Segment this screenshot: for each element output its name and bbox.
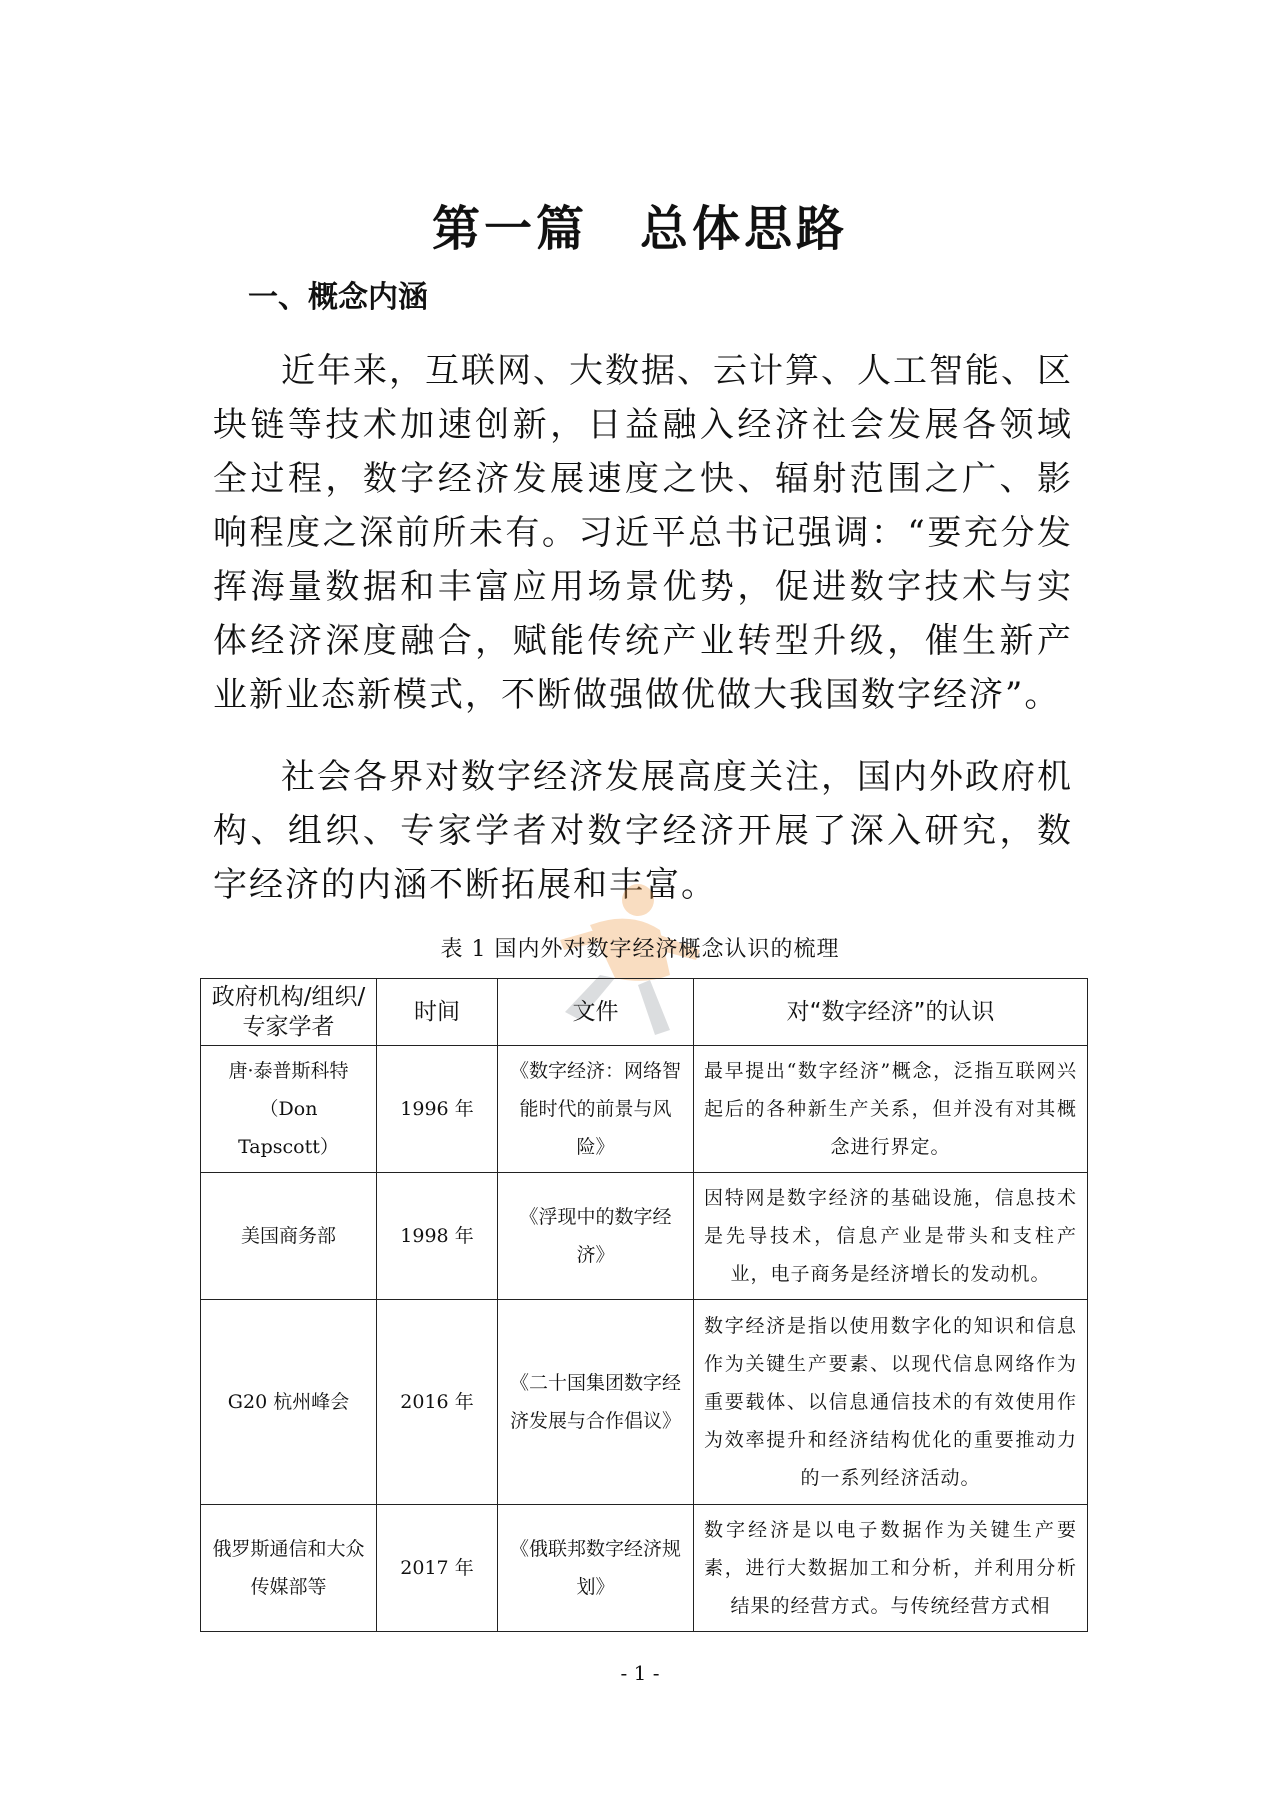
header-doc: 文件 (498, 979, 694, 1046)
cell-org: 俄罗斯通信和大众传媒部等 (201, 1505, 377, 1632)
table-header-row (201, 979, 1088, 1046)
cell-time: 2016 年 (377, 1300, 498, 1505)
cell-time: 1996 年 (377, 1046, 498, 1173)
cell-time: 2017 年 (377, 1505, 498, 1632)
table-row (201, 1173, 1088, 1300)
cell-org: 唐·泰普斯科特（Don Tapscott） (201, 1046, 377, 1173)
cell-org: G20 杭州峰会 (201, 1300, 377, 1505)
table-row (201, 1046, 1088, 1173)
cell-time: 1998 年 (377, 1173, 498, 1300)
cell-doc: 《数字经济：网络智能时代的前景与风险》 (498, 1046, 694, 1173)
header-time: 时间 (377, 979, 498, 1046)
table-row (201, 1505, 1088, 1632)
cell-doc: 《浮现中的数字经济》 (498, 1173, 694, 1300)
cell-view: 因特网是数字经济的基础设施，信息技术是先导技术，信息产业是带头和支柱产业，电子商务是经济增长的发动机。 (694, 1173, 1088, 1300)
body-paragraph-1: 近年来，互联网、大数据、云计算、人工智能、区块链等技术加速创新，日益融入经济社会发展各领域全过程，数字经济发展速度之快、辐射范围之广、影响程度之深前所未有。习近平总书记强调：“要充分发挥海量数据和丰富应用场景优势，促进数字技术与实体经济深度融合，赋能传统产业转型升级，催生新产业新业态新模式，不断做强做优做大我国数字经济”。 (213, 351, 1073, 715)
cell-view: 数字经济是指以使用数字化的知识和信息作为关键生产要素、以现代信息网络作为重要载体、以信息通信技术的有效使用作为效率提升和经济结构优化的重要推动力的一系列经济活动。 (694, 1300, 1088, 1505)
header-org: 政府机构/组织/专家学者 (201, 979, 377, 1046)
body-paragraph-2: 社会各界对数字经济发展高度关注，国内外政府机构、组织、专家学者对数字经济开展了深入研究，数字经济的内涵不断拓展和丰富。 (213, 757, 1073, 905)
cell-doc: 《俄联邦数字经济规划》 (498, 1505, 694, 1632)
page-title: 第一篇 总体思路 (431, 201, 848, 257)
section-heading: 一、概念内涵 (248, 280, 428, 315)
cell-view: 数字经济是以电子数据作为关键生产要素，进行大数据加工和分析，并利用分析结果的经营方式。与传统经营方式相 (694, 1505, 1088, 1632)
cell-view: 最早提出“数字经济”概念，泛指互联网兴起后的各种新生产关系，但并没有对其概念进行界定。 (694, 1046, 1088, 1173)
cell-doc: 《二十国集团数字经济发展与合作倡议》 (498, 1300, 694, 1505)
header-view: 对“数字经济”的认识 (694, 979, 1088, 1046)
cell-org: 美国商务部 (201, 1173, 377, 1300)
concept-table (200, 978, 1088, 1632)
page-number: - 1 - (620, 1661, 660, 1685)
table-caption: 表 1 国内外对数字经济概念认识的梳理 (440, 937, 840, 962)
table-row (201, 1300, 1088, 1505)
